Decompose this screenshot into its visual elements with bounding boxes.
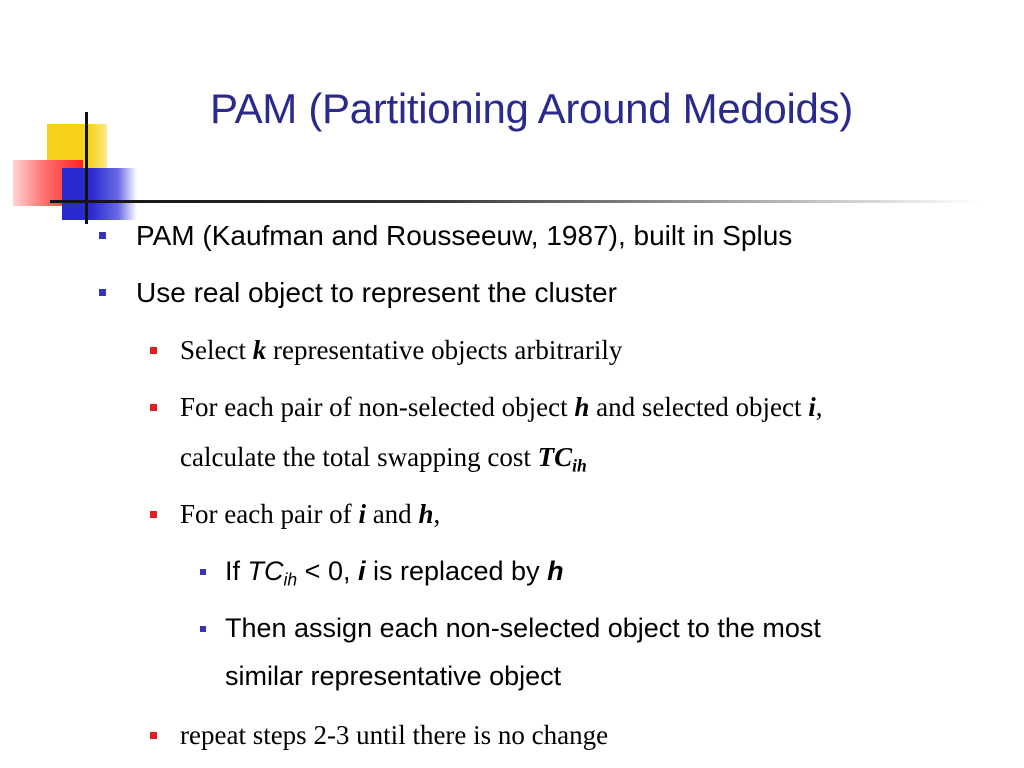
sub-sub-bullet-then-cont bbox=[225, 661, 561, 692]
var-i: i bbox=[358, 499, 366, 529]
bullet-1-text: PAM (Kaufman and Rousseeuw, 1987), built in Splus bbox=[136, 220, 793, 251]
square-bullet-icon bbox=[99, 232, 106, 239]
var-tc-subscript: ih bbox=[283, 569, 298, 590]
var-h: h bbox=[418, 499, 434, 529]
bullet-2 bbox=[136, 277, 617, 309]
text-segment: and selected object bbox=[589, 392, 809, 422]
var-tc: TC bbox=[247, 556, 284, 586]
square-bullet-icon bbox=[150, 511, 157, 518]
square-bullet-icon bbox=[200, 569, 206, 575]
var-i: i bbox=[808, 392, 816, 422]
text-segment: Select bbox=[180, 335, 253, 365]
sub-bullet-for-each-pair bbox=[180, 392, 823, 423]
text-segment: , bbox=[433, 499, 441, 529]
text-segment: < 0, bbox=[297, 556, 358, 586]
var-h: h bbox=[547, 556, 564, 586]
var-tc-subscript: ih bbox=[572, 455, 587, 476]
slide-title: PAM (Partitioning Around Medoids) bbox=[210, 85, 853, 132]
square-bullet-icon bbox=[150, 347, 157, 354]
sub-bullet-for-each-pair-cont bbox=[180, 442, 587, 476]
var-k: k bbox=[252, 335, 267, 365]
text-segment: repeat steps 2-3 until there is no change bbox=[180, 720, 609, 750]
text-segment: For each pair of bbox=[180, 499, 359, 529]
var-i: i bbox=[357, 556, 366, 586]
text-segment: representative objects arbitrarily bbox=[266, 335, 623, 365]
deco-vertical-line bbox=[85, 112, 88, 224]
text-segment: If bbox=[225, 556, 248, 586]
text-segment: , bbox=[815, 392, 823, 422]
sub-sub-bullet-if bbox=[225, 556, 564, 590]
sub-bullet-repeat bbox=[180, 720, 608, 751]
sub-bullet-select bbox=[180, 335, 622, 366]
var-tc: TC bbox=[537, 442, 573, 472]
square-bullet-icon bbox=[200, 626, 206, 632]
text-segment: Then assign each non-selected object to the most bbox=[225, 613, 821, 643]
text-segment: For each pair of non-selected object bbox=[180, 392, 575, 422]
sub-sub-bullet-then bbox=[225, 613, 821, 644]
text-segment: similar representative object bbox=[225, 661, 562, 691]
square-bullet-icon bbox=[150, 404, 157, 411]
title-divider-line bbox=[50, 200, 980, 203]
square-bullet-icon bbox=[99, 289, 106, 296]
square-bullet-icon bbox=[150, 732, 157, 739]
deco-blue-square bbox=[62, 168, 137, 220]
text-segment: is replaced by bbox=[365, 556, 548, 586]
sub-bullet-for-each-i-h bbox=[180, 499, 440, 530]
text-segment: and bbox=[365, 499, 419, 529]
bullet-1 bbox=[136, 220, 792, 252]
var-h: h bbox=[574, 392, 590, 422]
bullet-2-text: Use real object to represent the cluster bbox=[136, 277, 617, 308]
text-segment: calculate the total swapping cost bbox=[180, 442, 538, 472]
